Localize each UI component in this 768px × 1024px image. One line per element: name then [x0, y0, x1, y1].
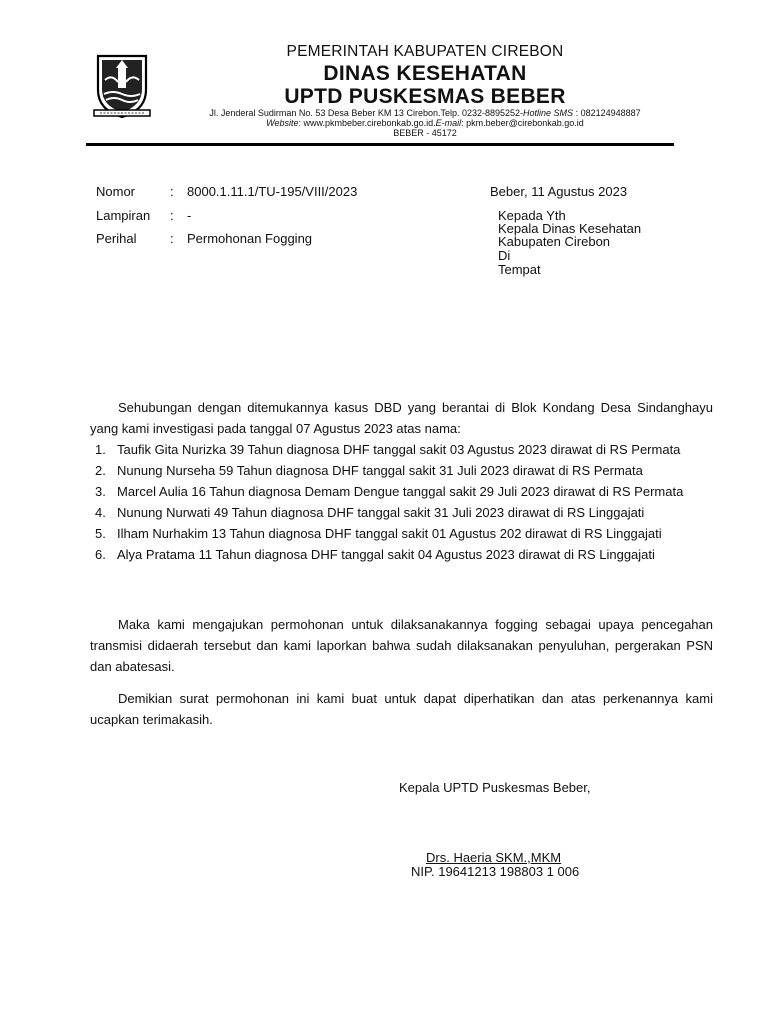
list-item [90, 502, 713, 523]
letterhead-postal: BEBER - 45172 [393, 128, 457, 138]
recipient-line: Tempat [498, 262, 541, 277]
list-item-text: Taufik Gita Nurizka 39 Tahun diagnosa DHF tanggal sakit 03 Agustus 2023 dirawat di RS Permata [117, 442, 681, 457]
list-number: 1. [95, 442, 106, 457]
recipient-line: Kabupaten Cirebon [498, 234, 611, 249]
letterhead-government: PEMERINTAH KABUPATEN CIREBON [286, 43, 564, 60]
closing-paragraph-text: Demikian surat permohonan ini kami buat untuk dapat diperhatikan dan atas perkenannya kami ucapkan terimakasih. [90, 691, 713, 727]
list-number: 5. [95, 526, 106, 541]
letterhead-divider [86, 143, 674, 146]
patient-list [90, 439, 713, 565]
list-item-text: Nunung Nurwati 49 Tahun diagnosa DHF tanggal sakit 31 Juli 2023 dirawat di RS Linggajati [117, 505, 645, 520]
letter-date: Beber, 11 Agustus 2023 [490, 184, 628, 199]
list-number: 6. [95, 547, 106, 562]
lampiran-value: - [187, 208, 192, 223]
list-item [90, 481, 713, 502]
perihal-value: Permohonan Fogging [187, 231, 313, 246]
list-item [90, 523, 713, 544]
hotline-number: : 082124948887 [573, 108, 641, 118]
request-paragraph [90, 614, 713, 677]
cirebon-regency-emblem-icon [90, 50, 154, 120]
lampiran-label: Lampiran [96, 208, 151, 223]
list-number: 3. [95, 484, 106, 499]
list-item [90, 544, 713, 565]
letterhead-unit: UPTD PUSKESMAS BEBER [284, 85, 566, 108]
signatory-title: Kepala UPTD Puskesmas Beber, [399, 780, 591, 795]
list-item-text: Ilham Nurhakim 13 Tahun diagnosa DHF tanggal sakit 01 Agustus 202 dirawat di RS Linggajati [117, 526, 662, 541]
letterhead-address [170, 108, 680, 119]
email-value: : pkm.beber@cirebonkab.go.id [461, 118, 584, 128]
perihal-label: Perihal [96, 231, 137, 246]
list-number: 4. [95, 505, 106, 520]
nomor-value: 8000.1.11.1/TU-195/VIII/2023 [187, 184, 358, 199]
nomor-colon: : [170, 184, 174, 199]
letterhead-department: DINAS KESEHATAN [323, 62, 527, 85]
signatory-name: Drs. Haeria SKM.,MKM [426, 850, 562, 865]
website-label: Website [266, 118, 299, 128]
signatory-nip: NIP. 19641213 198803 1 006 [411, 864, 580, 879]
list-item [90, 460, 713, 481]
list-item [90, 439, 713, 460]
website-value: : www.pkmbeber.cirebonkab.go.id. [298, 118, 436, 128]
nomor-label: Nomor [96, 184, 136, 199]
recipient-line: Di [498, 248, 511, 263]
opening-paragraph [90, 397, 713, 439]
list-number: 2. [95, 463, 106, 478]
address-text: Jl. Jenderal Sudirman No. 53 Desa Beber KM 13 Cirebon.Telp. 0232-8895252- [209, 108, 524, 118]
recipient-line: Kepala Dinas Kesehatan [498, 221, 642, 236]
request-paragraph-text: Maka kami mengajukan permohonan untuk dilaksanakannya fogging sebagai upaya pencegahan transmisi didaerah tersebut dan kami laporkan bahwa sudah dilaksanakan penyuluhan, pergerakan PSN dan abatesasi. [90, 617, 713, 674]
opening-paragraph-text: Sehubungan dengan ditemukannya kasus DBD yang berantai di Blok Kondang Desa Sindanghayu yang kami investigasi pada tanggal 07 Agustus 2023 atas nama: [90, 400, 713, 436]
list-item-text: Alya Pratama 11 Tahun diagnosa DHF tanggal sakit 04 Agustus 2023 dirawat di RS Linggajati [117, 547, 655, 562]
hotline-label: Hotline SMS [523, 108, 574, 118]
recipient-line: Kepada Yth [498, 208, 566, 223]
letterhead-contact [170, 118, 680, 129]
lampiran-colon: : [170, 208, 174, 223]
closing-paragraph [90, 688, 713, 730]
email-label: E-mail [435, 118, 462, 128]
perihal-colon: : [170, 231, 174, 246]
list-item-text: Nunung Nurseha 59 Tahun diagnosa DHF tanggal sakit 31 Juli 2023 dirawat di RS Permata [117, 463, 643, 478]
list-item-text: Marcel Aulia 16 Tahun diagnosa Demam Dengue tanggal sakit 29 Juli 2023 dirawat di RS Permata [117, 484, 684, 499]
